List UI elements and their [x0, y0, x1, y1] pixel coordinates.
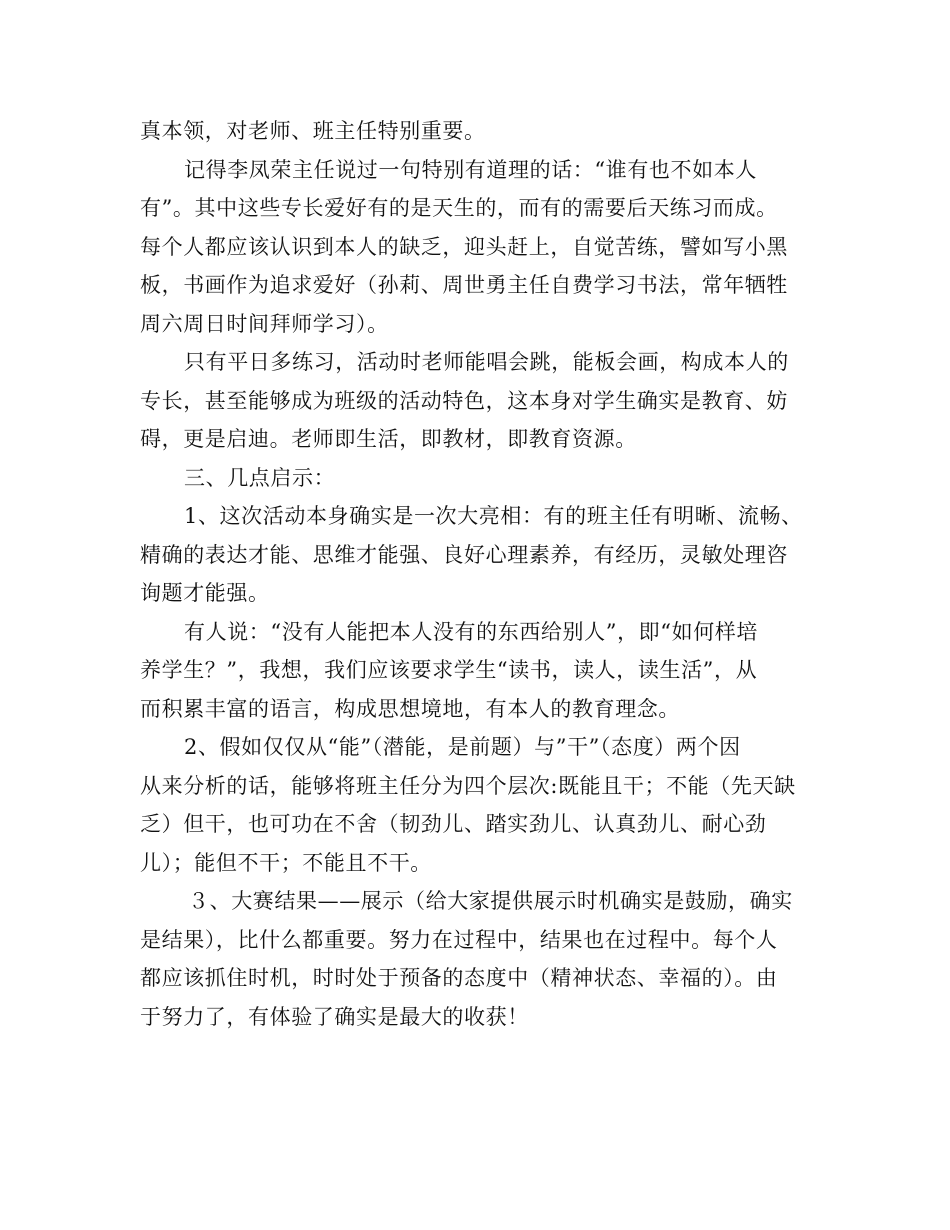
paragraph-first-line: ３、大赛结果——展示（给大家提供展示时机确实是鼓励，确实 — [188, 889, 793, 913]
text-line: 而积累丰富的语言，构成思想境地，有本人的教育理念。 — [140, 696, 680, 721]
paragraph-first-line: 2、假如仅仅从“能”（潜能，是前题）与”干”（态度）两个因 — [184, 735, 741, 759]
text-line: 于努力了，有体验了确实是最大的收获！ — [140, 1004, 529, 1029]
section-heading: 三、几点启示： — [184, 465, 336, 490]
text-line: 每个人都应该认识到本人的缺乏，迎头赶上，自觉苦练，譬如写小黑 — [140, 234, 788, 259]
paragraph-first-line: 记得李凤荣主任说过一句特别有道理的话：“谁有也不如本人 — [184, 157, 757, 182]
text-line: 儿）；能但不干；不能且不干。 — [140, 850, 432, 875]
text-line: 专长，甚至能够成为班级的活动特色，这本身对学生确实是教育、妨 — [140, 388, 788, 413]
text-line: 是结果），比什么都重要。努力在过程中，结果也在过程中。每个人 — [140, 927, 778, 952]
text-line: 养学生？”，我想，我们应该要求学生“读书，读人，读生活”，从 — [140, 658, 758, 682]
paragraph-first-line: 有人说：“没有人能把本人没有的东西给别人”，即“如何样培 — [184, 619, 759, 644]
text-line: 有”。其中这些专长爱好有的是天生的，而有的需要后天练习而成。 — [140, 196, 778, 220]
text-line: 从来分析的话，能够将班主任分为四个层次:既能且干；不能（先天缺 — [140, 773, 796, 798]
paragraph-first-line: 1、这次活动本身确实是一次大亮相：有的班主任有明晰、流畅、 — [184, 504, 803, 528]
text-line: 碍，更是启迪。老师即生活，即教材，即教育资源。 — [140, 427, 637, 451]
text-line: 真本领，对老师、班主任特别重要。 — [140, 119, 486, 143]
document-body — [140, 112, 812, 1036]
text-line: 都应该抓住时机，时时处于预备的态度中（精神状态、幸福的）。由 — [140, 966, 778, 990]
text-line: 乏）但干，也可功在不舍（韧劲儿、踏实劲儿、认真劲儿、耐心劲 — [140, 812, 767, 836]
text-line: 板，书画作为追求爱好（孙莉、周世勇主任自费学习书法，常年牺牲 — [140, 273, 788, 297]
text-line: 精确的表达才能、思维才能强、良好心理素养，有经历，灵敏处理咨 — [140, 542, 788, 567]
paragraph-first-line: 只有平日多练习，活动时老师能唱会跳，能板会画，构成本人的 — [184, 350, 789, 374]
text-line: 询题才能强。 — [140, 581, 270, 605]
text-line: 周六周日时间拜师学习）。 — [140, 311, 389, 336]
